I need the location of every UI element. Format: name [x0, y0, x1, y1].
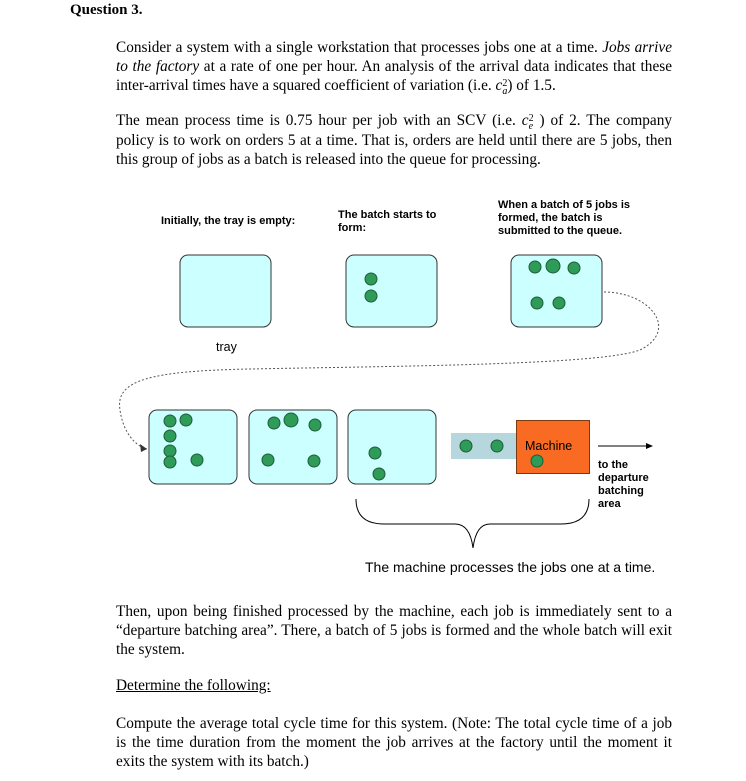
- p2-text-a: The mean process time is 0.75 hour per job with an SCV (i.e.: [116, 112, 516, 129]
- p1-text-c: ) of 1.5.: [507, 77, 556, 94]
- p1-italic: Jobs arrive to the factory: [116, 39, 672, 75]
- ca-sub: a: [502, 86, 508, 97]
- question-title: Question 3.: [70, 2, 143, 18]
- ca-sup: 2: [502, 78, 508, 89]
- ce-sub: e: [528, 121, 534, 132]
- followup-paragraph: Then, upon being finished processed by the machine, each job is immediately sent to a “departure batching area”. There, a batch of 5 jobs is formed and the whole batch will exit the system.: [116, 603, 672, 658]
- departure-label: to the departure batching area: [598, 459, 649, 510]
- machine-label: Machine: [525, 439, 573, 453]
- task-paragraph: Compute the average total cycle time for this system. (Note: The total cycle time of a job is the time duration from the moment the job arrives at the factory until the moment it exits the system with its batch.): [116, 715, 672, 770]
- p2-text-b: ) of 2. The company policy is to work on orders 5 at a time. That is, orders are held until there are 5 jobs, then this group of jobs as a batch is released into the queue for processing.: [116, 112, 673, 168]
- p1-text-b: at a rate of one per hour. An analysis of the arrival data indicates that these inter-arrival times have a squared coefficient of variation (i.e.: [116, 58, 672, 94]
- label-batch-starts: The batch starts to form:: [338, 209, 437, 234]
- determine-heading: Determine the following:: [116, 677, 271, 694]
- diagram-caption: The machine processes the jobs one at a time.: [365, 559, 656, 575]
- ce-sup: 2: [528, 113, 534, 124]
- tray-label: tray: [216, 340, 237, 354]
- label-tray-empty: Initially, the tray is empty:: [161, 215, 296, 227]
- label-batch-submitted: When a batch of 5 jobs is formed, the batch is submitted to the queue.: [498, 199, 631, 237]
- ca-symbol: c: [495, 77, 503, 94]
- ce-symbol: c: [521, 112, 529, 129]
- job-in-machine: [531, 455, 543, 467]
- p1-text-a: Consider a system with a single workstation that processes jobs one at a time.: [116, 39, 598, 56]
